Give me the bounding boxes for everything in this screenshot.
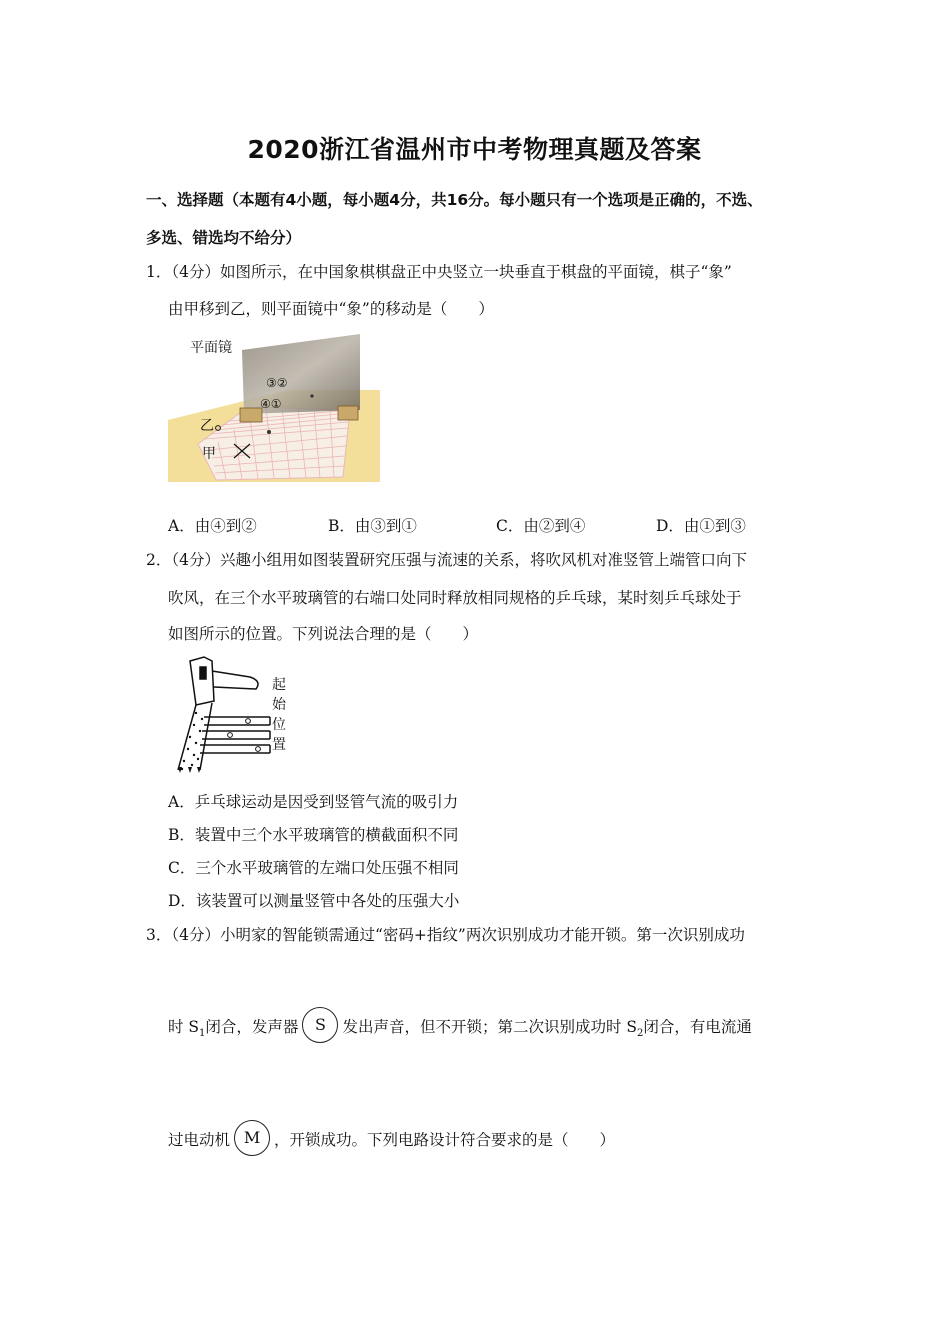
label-jia: 甲 [202, 446, 216, 462]
page-title: 2020浙江省温州市中考物理真题及答案 [247, 135, 702, 164]
q1-option-d[interactable]: D．由①到③ [656, 517, 746, 535]
q2-text-line2: 吹风，在三个水平玻璃管的右端口处同时释放相同规格的乒乓球，某时刻乒乓球处于 [168, 589, 742, 607]
q3-l2c: 发出声音，但不开锁；第二次识别成功时 S [342, 1018, 637, 1036]
q3-text-line2 [168, 1015, 752, 1065]
start-label-1: 起 [272, 677, 286, 693]
q3-s1-subscript: 1 [199, 1028, 206, 1040]
vertical-tube-right [200, 703, 212, 770]
mirror-marks-top: ③② [266, 376, 288, 390]
q1-option-c[interactable]: C．由②到④ [496, 517, 586, 535]
q3-text-line1: 小明家的智能锁需通过“密码+指纹”两次识别成功才能开锁。第一次识别成功 [219, 926, 745, 944]
q1-header [146, 260, 732, 282]
q2-header [146, 548, 747, 570]
section-heading-line2: 多选、错选均不给分） [146, 229, 302, 247]
q2-option-d[interactable]: D．该装置可以测量竖管中各处的压强大小 [168, 892, 460, 910]
mirror-marks-bottom: ④① [260, 397, 282, 411]
q2-text-line1: 兴趣小组用如图装置研究压强与流速的关系，将吹风机对准竖管上端管口向下 [219, 551, 747, 569]
q1-number: 1．（4分） [146, 263, 220, 281]
motor-symbol-icon: M [234, 1120, 270, 1156]
ping-pong-ball-1 [246, 719, 251, 724]
section-heading-line1: 一、选择题（本题有4小题，每小题4分，共16分。每小题只有一个选项是正确的，不选、 [146, 191, 763, 209]
mirror-stand-right [338, 406, 358, 420]
q2-option-a[interactable]: A．乒乓球运动是因受到竖管气流的吸引力 [168, 793, 459, 811]
dryer-switch [200, 667, 206, 679]
q3-l2a: 时 S [168, 1018, 200, 1036]
ping-pong-ball-2 [228, 733, 233, 738]
start-label-3: 位 [272, 717, 286, 733]
chess-piece [267, 430, 271, 434]
q1-option-b[interactable]: B．由③到① [328, 517, 417, 535]
q1-text-line1: 如图所示，在中国象棋棋盘正中央竖立一块垂直于棋盘的平面镜，棋子“象” [219, 263, 732, 281]
image-piece [310, 394, 313, 397]
q3-number: 3．（4分） [146, 926, 220, 944]
ping-pong-ball-3 [256, 747, 261, 752]
q3-header [146, 923, 745, 945]
mirror-stand-left [240, 408, 262, 422]
q3-l3b: ，开锁成功。下列电路设计符合要求的是（ ） [274, 1131, 616, 1149]
buzzer-symbol-icon: S [302, 1007, 338, 1043]
q3-l3a: 过电动机 [168, 1131, 231, 1149]
q3-s2-subscript: 2 [636, 1028, 644, 1040]
q3-l2b: 闭合，发声器 [205, 1018, 299, 1036]
q3-text-line3 [168, 1128, 615, 1178]
q1-text-line2: 由甲移到乙，则平面镜中“象”的移动是（ ） [168, 300, 494, 318]
q1-option-a[interactable]: A．由④到② [168, 517, 257, 535]
q1-chessboard-mirror-figure [168, 332, 380, 482]
start-label-4: 置 [272, 737, 286, 753]
q2-blower-tube-figure [166, 655, 296, 775]
q2-option-c[interactable]: C．三个水平玻璃管的左端口处压强不相同 [168, 859, 459, 877]
label-yi: 乙 [200, 418, 214, 434]
q2-option-b[interactable]: B．装置中三个水平玻璃管的横截面积不同 [168, 826, 459, 844]
hair-dryer-body [190, 657, 214, 705]
vertical-tube-left [178, 705, 196, 770]
hair-dryer-handle [212, 671, 258, 689]
q3-l2d: 闭合，有电流通 [643, 1018, 752, 1036]
q2-text-line3: 如图所示的位置。下列说法合理的是（ ） [168, 625, 479, 643]
mirror-label: 平面镜 [190, 340, 232, 356]
start-label-2: 始 [272, 697, 286, 713]
q2-number: 2．（4分） [146, 551, 220, 569]
